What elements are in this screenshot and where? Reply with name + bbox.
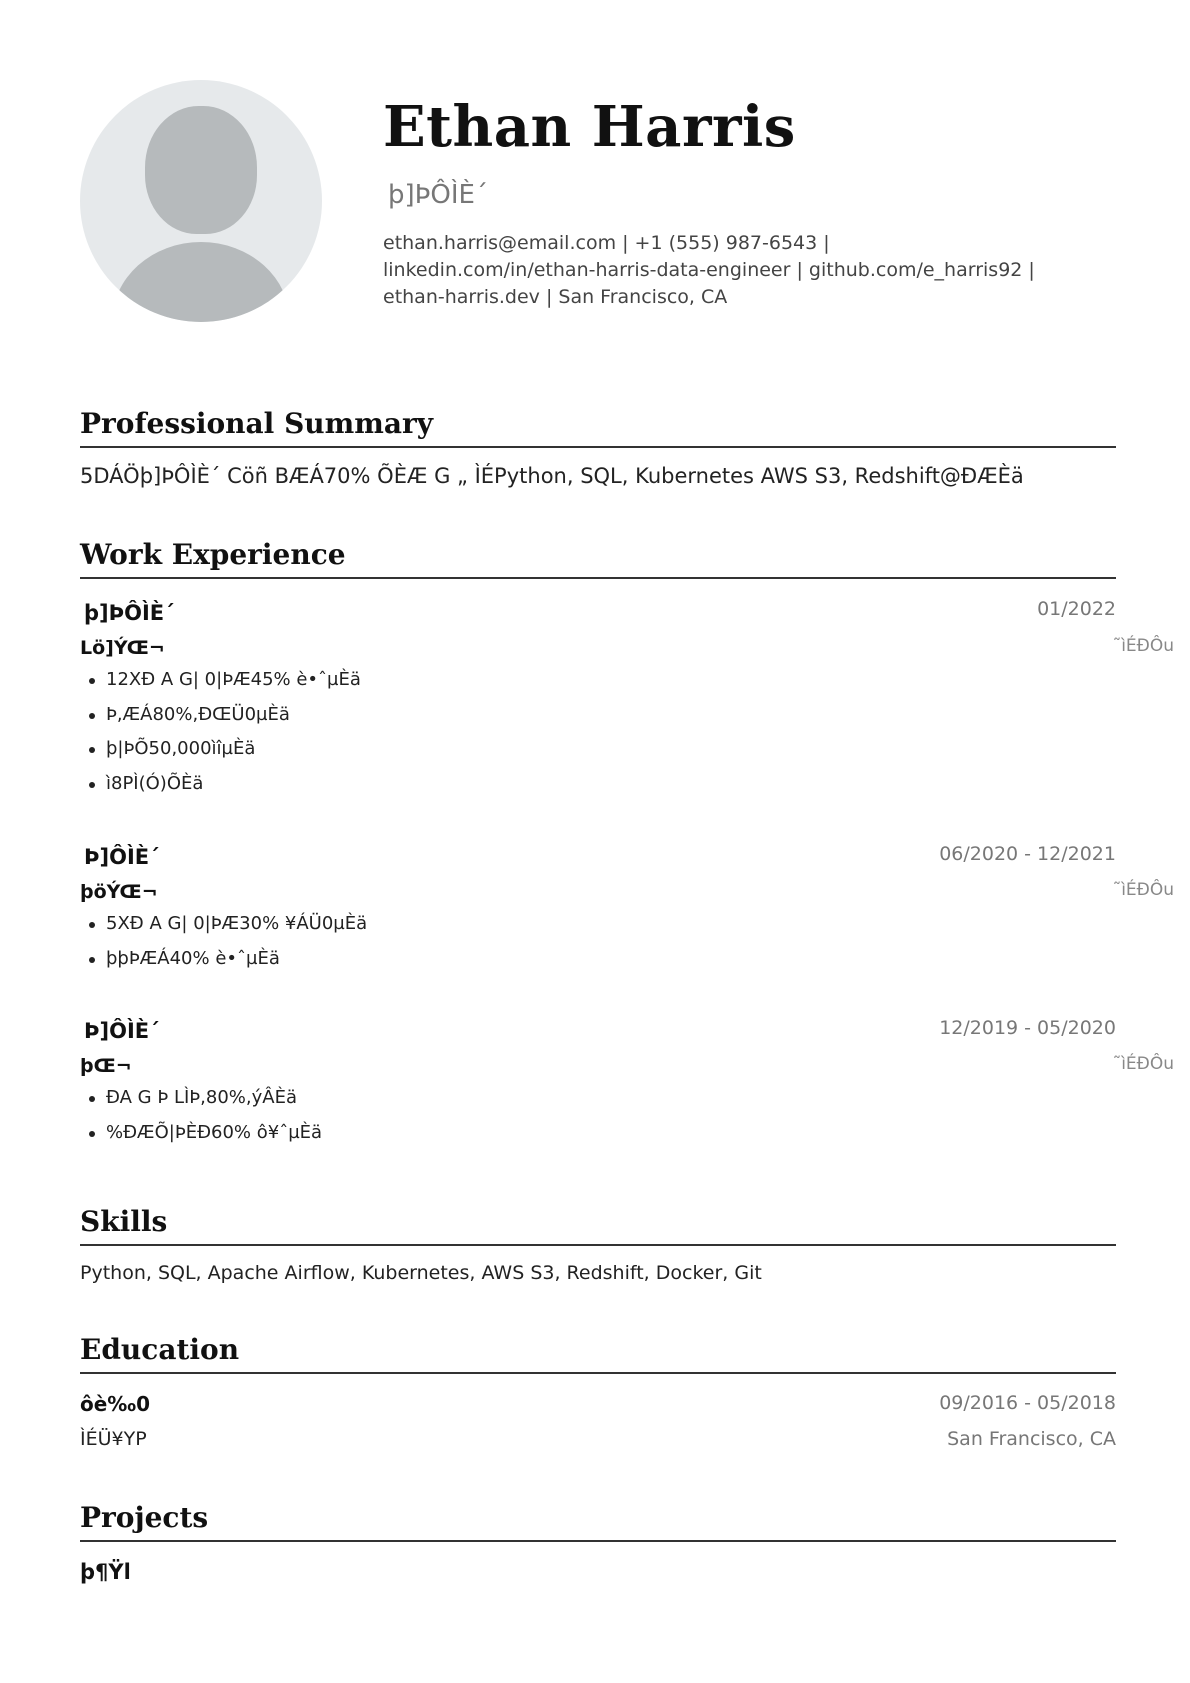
job-company: Lö]ÝŒ¬ — [80, 637, 165, 659]
job-bullet: ÐA G Þ LÌÞ,80%,ýÂÈä — [106, 1088, 322, 1123]
job-bullet: þ|ÞÕ50,000ìîµÈä — [106, 739, 361, 774]
avatar-shoulders-shape — [112, 242, 290, 322]
job-bullet: %ÐÆÕ|ÞÈÐ60% ô¥ˆµÈä — [106, 1123, 322, 1158]
job-company: þöÝŒ¬ — [80, 881, 158, 903]
job-date: 06/2020 - 12/2021 — [939, 843, 1116, 865]
education-degree: ôè‰0 — [80, 1392, 151, 1416]
job-bullet: Þ,ÆÁ80%,ÐŒÜ0µÈä — [106, 705, 361, 740]
contact-line: ethan.harris@email.com | +1 (555) 987-6543 | — [383, 232, 830, 254]
candidate-name: Ethan Harris — [383, 94, 796, 160]
summary-text: 5DÁÖþ]ÞÔÌÈ´ Cöñ BÆÁ70% ÕÈÆ G „ ÌÉPython, SQL, Kubernetes AWS S3, Redshift@ÐÆÈä — [80, 464, 1024, 488]
job-location: ˜ìÉÐÔu — [1112, 1054, 1174, 1074]
profile-photo-placeholder — [80, 80, 322, 322]
job-company: þŒ¬ — [80, 1055, 132, 1077]
job-bullet: 5XÐ A G| 0|ÞÆ30% ¥ÁÜ0µÈä — [106, 914, 367, 949]
contact-line: linkedin.com/in/ethan-harris-data-engineer | github.com/e_harris92 | — [383, 259, 1035, 281]
avatar-head-shape — [145, 106, 257, 234]
project-name: þ¶Ÿl — [80, 1560, 131, 1584]
contact-line: ethan-harris.dev | San Francisco, CA — [383, 286, 728, 308]
job-bullets — [80, 1088, 322, 1157]
education-location: San Francisco, CA — [947, 1428, 1116, 1450]
job-date: 01/2022 — [1037, 598, 1116, 620]
education-date: 09/2016 - 05/2018 — [939, 1392, 1116, 1414]
job-title: Þ]ÔÌÈ´ — [84, 845, 160, 869]
job-title: Þ]ÔÌÈ´ — [84, 1019, 160, 1043]
section-title-skills: Skills — [80, 1205, 1116, 1246]
education-school: ÌÉÜ¥YP — [80, 1428, 147, 1450]
candidate-headline: þ]ÞÔÌÈ´ — [388, 180, 488, 210]
section-title-summary: Professional Summary — [80, 407, 1116, 448]
job-bullets — [80, 914, 367, 983]
job-bullet: 12XÐ A G| 0|ÞÆ45% è•ˆµÈä — [106, 670, 361, 705]
job-location: ˜ìÉÐÔu — [1112, 636, 1174, 656]
contact-info — [383, 230, 1063, 311]
job-bullet: þþÞÆÁ40% è•ˆµÈä — [106, 949, 367, 984]
job-bullet: ì8PÌ(Ó)ÕÈä — [106, 774, 361, 809]
section-title-education: Education — [80, 1333, 1116, 1374]
section-title-experience: Work Experience — [80, 538, 1116, 579]
job-title: þ]ÞÔÌÈ´ — [84, 601, 175, 625]
job-location: ˜ìÉÐÔu — [1112, 880, 1174, 900]
section-title-projects: Projects — [80, 1501, 1116, 1542]
job-bullets — [80, 670, 361, 808]
skills-text: Python, SQL, Apache Airflow, Kubernetes, AWS S3, Redshift, Docker, Git — [80, 1262, 762, 1284]
job-date: 12/2019 - 05/2020 — [939, 1017, 1116, 1039]
